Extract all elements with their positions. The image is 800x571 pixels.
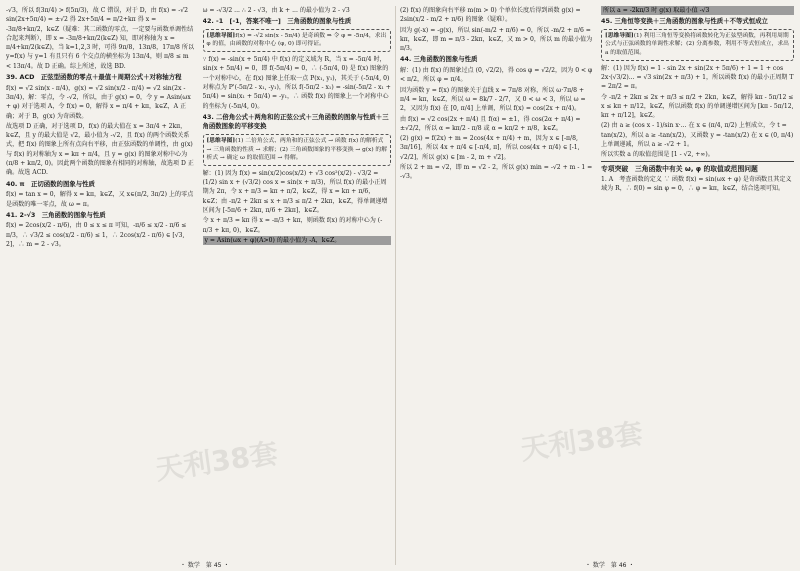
problem-heading: 41. 2-√3 三角函数的图象与性质 <box>6 210 106 219</box>
box-text: (1) 二倍角公式、两角和的正弦公式 → 函数 f(x) 的解析式 → 三角函数的性质 → 求解；(2) 三角函数图象的平移变换 → g(x) 的解析式 → 确定 ω 的取值范围 → 得解。 <box>206 138 388 162</box>
box-text: f(x) = -√2 sin(x - 5π/4) 是奇函数 ⇒ 令 φ = -5π/4，求出 φ 的值，由函数的对称中心 (φ, 0) 即可得证。 <box>206 32 387 48</box>
right-column-2 <box>601 6 794 565</box>
solution-text: 所以 2 + m = √2，即 m = √2 - 2，所以 g(x) min = -√2 + m - 1 = -√3。 <box>400 164 593 181</box>
left-column-1 <box>6 6 195 565</box>
page-number-left: ・ 数学 第 45 ・ <box>180 562 230 569</box>
solution-text: ∵ f(x) = -sin(x + 5π/4) 中 f(x) 的定义域为 R，当 x = -5π/4 时，sin(x + 5π/4) = 0，即 f(-5π/4) = 0，∴ (-5π/4, 0) 是 f(x) 图象的一个对称中心，在 f(x) 图象上任取一点 P(x₁, y₁)，其关于 (-5π/4, 0) 对称点为 P'(-5π/2 - x₁, -y₁)，所以 f(-5π/2 - x₁) = -sin(-5π/2 - x₁ + 5π/4) = sin(x₁ + 5π/4) = -y₁，∴ 函数 f(x) 的图象上一个对称中心的坐标为 (-5π/4, 0)。 <box>202 56 391 110</box>
thinking-map-box <box>203 134 392 166</box>
solution-text: 令 x + π/3 = kπ 得 x = -π/3 + kπ，则函数 f(x) 的对称中心为 (-π/3 + kπ, 0)，k∈Z。 <box>202 217 383 234</box>
solution-text: f(x) = 2cos(x/2 - π/6)，由 0 ≤ x ≤ π 可知，-π/6 ≤ x/2 - π/6 ≤ π/3，∴ √3/2 ≤ cos(x/2 - π/6) ≤ 1，∴ 2cos(x/2 - π/6) ∈ [√3, 2]，∴ m = 2 - √3。 <box>6 222 187 249</box>
thinking-map-box <box>203 29 392 52</box>
right-column-1 <box>400 6 593 565</box>
solution-text: f(x) = tan x = 0，解得 x = kπ，k∈Z，又 x∈(π/2, 3π/2) 上的零点是函数的唯一零点，故 ω = π。 <box>6 191 194 208</box>
problem-heading: 42. -1 [-1，答案不唯一] 三角函数的图象与性质 <box>202 17 352 26</box>
highlighted-answer: 所以 a = -2kπ/3 时 g(x) 取最小值 -√3 <box>601 6 794 15</box>
solution-text: 解：(1) 因为 f(x) = sin(x/2)cos(x/2) + √3 cos²(x/2) - √3/2 = (1/2) sin x + (√3/2) cos x = sin(x + π/3)，所以 f(x) 的最小正周期为 2π，令 x + π/3 = kπ + π/2，k∈Z，得 x = kπ + π/6，k∈Z；由 -π/2 + 2kπ ≤ x + π/3 ≤ π/2 + 2kπ，k∈Z，得单调递增区间为 [-5π/6 + 2kπ, π/6 + 2kπ]，k∈Z。 <box>202 169 388 215</box>
solution-text: f(x) = √2 sin(x - π/4)，g(x) = √2 sin(x/2 - π/4) = √2 sin(2x - 3π/4)，解：零点，令 -√2，所以，由于 g(x) = 0，令 y = Asin(ωx + φ) 对于选项 A，令 f(x) = 0，解得 x = π/4 + kπ，k∈Z，A 正确；对于 B，g(x) 为奇函数。 <box>6 84 191 120</box>
watermark-right: 天利38套 <box>518 416 645 467</box>
left-page <box>6 6 396 565</box>
solution-text: ω = -√3/2 ... ∴ 2 - √3，由 k + ... 的最小值为 2 - √3 <box>202 7 350 14</box>
problem-heading: 39. ACD 正弦型函数的零点＋最值＋周期公式＋对称轴方程 <box>6 73 182 82</box>
box-text: (1) 利用三角恒等变换将函数转化为正弦型函数，再利用周期公式与正弦函数的单调性求解；(2) 分离参数，利用不等式恒成立，求出 a 的取值范围。 <box>605 32 789 57</box>
watermark-left: 天利38套 <box>153 436 280 487</box>
solution-text: 所以实数 a 的取值范围是 [1 - √2, +∞)。 <box>601 151 714 159</box>
box-heading: [思维导图] <box>206 32 236 39</box>
solution-text: 解：(1) 由 f(x) 的图象过点 (0, √2/2)，得 cos φ = √2/2，因为 0 < φ < π/2，所以 φ = π/4。 <box>400 67 593 84</box>
thinking-map-box <box>601 29 794 61</box>
solution-text: 1. A 考查函数的定义 ∵ 函数 f(x) = sin(ωx + φ) 是奇函数且其定义域为 R，∴ f(0) = sin φ = 0，∴ φ = kπ，k∈Z，结合选项可知。 <box>601 175 792 192</box>
problem-heading: 44. 三角函数的图象与性质 <box>400 55 478 64</box>
problem-heading: 45. 三角恒等变换＋三角函数的图象与性质＋不等式恒成立 <box>601 17 768 26</box>
special-topic-heading: 专项突破 三角函数中有关 ω, φ 的取值或范围问题 <box>601 161 794 174</box>
solution-text: -√3，所以 f(3π/4) > f(5π/3)，故 C 错误，对于 D，由 f(x) = -√2 sin(2x+5π/4) = ±√2 得 2x+5π/4 = π/2+kπ 得 x = -3π/8+kπ/2，k∈Z（疑难：其二函数的零点，一定要与函数单调性结合起来判断），即 x = -3π/8+kπ/2(k∈Z) 知，即对称轴为 x = π/4+kπ/2(k∈Z)，当 k=1,2,3 时，可得 9π/8，13π/8，17π/8 所以 y=f(x) 与 y=1 有且只有 6 个交点的横坐标为 13π/4，则 π/8 ≤ m < 13π/4。故 D 正确。综上所述，故选 BD. <box>6 7 195 70</box>
problem-heading: 43. 二倍角公式＋两角和的正弦公式＋三角函数的图象与性质＋三角函数图象的平移变换 <box>202 112 389 131</box>
box-heading: [思维导图] <box>605 32 634 39</box>
box-heading: [思维导图] <box>206 138 236 145</box>
problem-heading: 40. π 正切函数的图象与性质 <box>6 179 95 188</box>
highlighted-answer: y = Asin(ωx + φ)(A>0) 的最小值为 -A，k∈Z。 <box>203 236 392 245</box>
solution-text: 解：(1) 因为 f(x) = 1 - sin 2x + sin(2x + 5π/6) + 1 = 1 + cos 2x·(√3/2)... = √3 sin(2x + π/3) + 1，所以函数 f(x) 的最小正周期 T = 2π/2 = π。 <box>601 64 794 91</box>
solution-text: 故选项 D 正确，对于选项 D，f(x) 的最大值在 x = 3π/4 + 2kπ，k∈Z，且 y 的最大值是 √2，最小值为 -√2，且 f(x) 的两个函数关系式，把 f(x) 的图象上所有点向右平移，由正弦函数的单调性，由 g(x) 与 f(x) 的对称轴为 x = kπ + π/4，且 y = g(x) 的图象对称中心为 (π/8 + kπ/2, 0)。因此两个函数的图象有相同的对称轴，故选项 D 正确。故选 ACD. <box>6 122 194 177</box>
left-column-2 <box>203 6 392 565</box>
page-number-right: ・ 数学 第 46 ・ <box>585 562 635 569</box>
solution-text: (2) g(x) = f(2x) + m = 2cos(4x + π/4) + m，因为 x ∈ [-π/8, 3π/16]，所以 4x + π/4 ∈ [-π/4, π]，所以 cos(4x + π/4) ∈ [-1, √2/2]，所以 g(x) ∈ [m - 2, m + √2]。 <box>400 135 580 161</box>
solution-text: 由 f(x) = √2 cos(2x + π/4) 且 f(α) = ±1，得 cos(2α + π/4) = ±√2/2，所以 α = kπ/2 - π/8 或 α = kπ/2 + π/8，k∈Z。 <box>400 115 581 132</box>
solution-text: 因为函数 y = f(x) 的图象关于直线 x = 7π/8 对称，所以 ω·7π/8 + π/4 = kπ，k∈Z，所以 ω = 8k/7 - 2/7，又 0 < ω < 3，所以 ω = 2，又因为 f(x) 在 [0, π/4] 上单调，所以 f(x) = cos(2x + π/4)。 <box>400 86 586 113</box>
solution-text: 令 -π/2 + 2kπ ≤ 2x + π/3 ≤ π/2 + 2kπ，k∈Z，解得 kπ - 5π/12 ≤ x ≤ kπ + π/12，k∈Z，所以函数 f(x) 的单调递增区间为 [kπ - 5π/12, kπ + π/12]，k∈Z。 <box>601 93 794 120</box>
solution-text: 因为 g(-x) = -g(x)，所以 sin(-m/2 + π/6) = 0，所以 -m/2 + π/6 = kπ，k∈Z，即 m = π/3 - 2kπ，k∈Z，又 m > 0，所以 m 的最小值为 π/3。 <box>400 26 593 53</box>
solution-text: (2) f(x) 的图象向右平移 m(m > 0) 个单位长度后得到函数 g(x) = 2sin(x/2 - m/2 + π/6) 的图象（疑难）。 <box>400 7 581 24</box>
solution-text: (2) 由 a ≥ (cos x - 1)/sin x·... 在 x ∈ (π/4, π/2) 上恒成立，令 t = tan(x/2)，所以 a ≥ -tan(x/2)，又函数 y = -tan(x/2) 在 x ∈ (0, π/4) 上单调递减，所以 a ≥ -√2 + 1。 <box>601 122 794 149</box>
right-page <box>400 6 794 565</box>
